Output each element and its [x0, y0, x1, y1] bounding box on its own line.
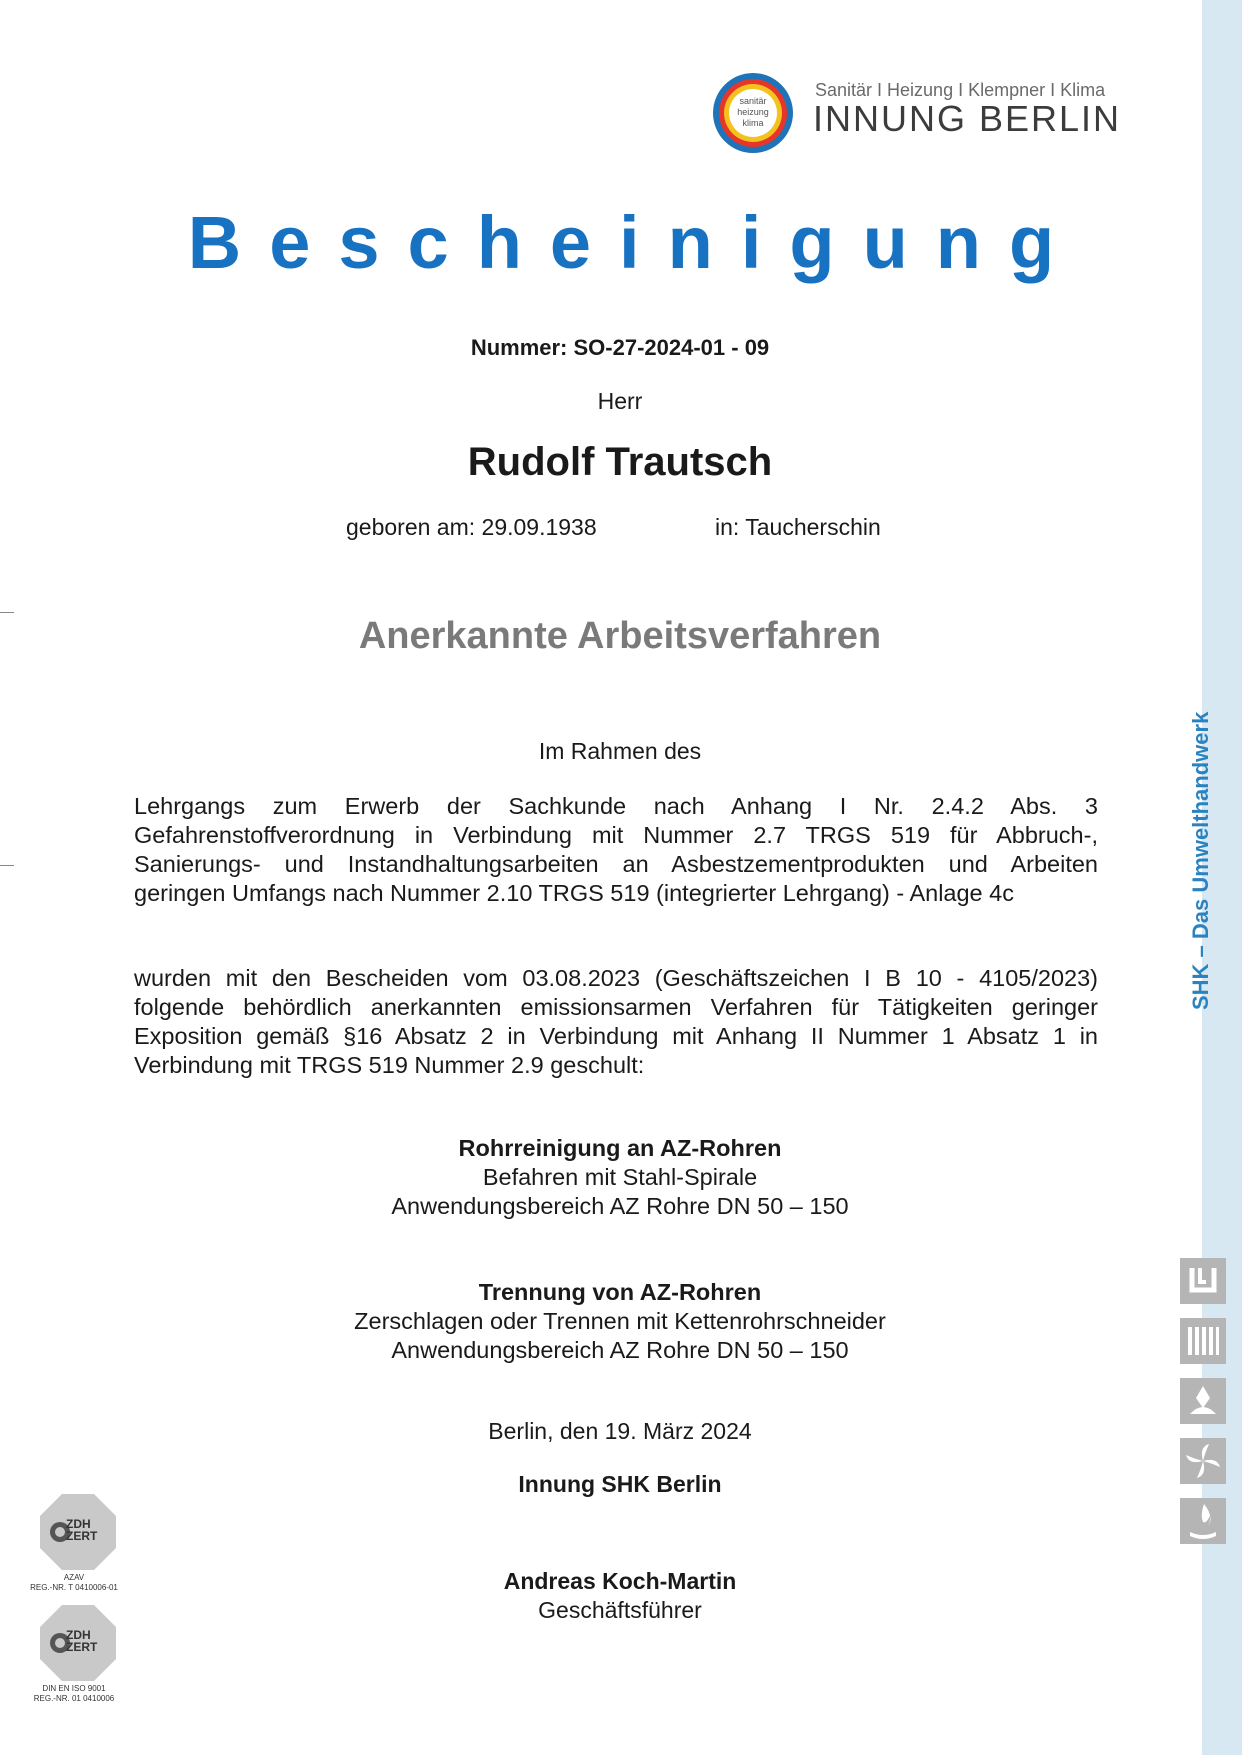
certificate-number: Nummer: SO-27-2024-01 - 09 [470, 335, 770, 360]
margin-tick [0, 865, 14, 866]
stripe-u-icon [1180, 1258, 1226, 1304]
birth-date: geboren am: 29.09.1938 [346, 514, 597, 540]
paragraph-line: folgende behördlich anerkannten emissionsarmen Verfahren für Tätigkeiten geringer [134, 994, 1098, 1020]
logo-ring-text: sanitär heizung klima [737, 96, 769, 128]
signer-role: Geschäftsführer [538, 1597, 702, 1623]
place-date: Berlin, den 19. März 2024 [488, 1418, 752, 1444]
logo-subtitle: Sanitär I Heizung I Klempner I Klima [815, 80, 1106, 100]
procedure-method: Zerschlagen oder Trennen mit Kettenrohrschneider [354, 1308, 886, 1334]
salutation: Herr [597, 388, 643, 414]
side-label: SHK – Das Umwelthandwerk [1188, 711, 1213, 1010]
procedure-block [120, 1134, 1120, 1221]
paragraph-line: Verbindung mit TRGS 519 Nummer 2.9 geschult: [134, 1052, 645, 1078]
course-paragraph [134, 792, 1098, 908]
procedure-scope: Anwendungsbereich AZ Rohre DN 50 – 150 [391, 1193, 849, 1219]
procedure-heading: Rohrreinigung an AZ-Rohren [458, 1135, 782, 1161]
badge-mark: ZDH ZERT [66, 1628, 98, 1654]
procedure-heading: Trennung von AZ-Rohren [478, 1279, 762, 1305]
paragraph-line: Lehrgangs zum Erwerb der Sachkunde nach Anhang I Nr. 2.4.2 Abs. 3 [134, 793, 1098, 819]
paragraph-line: Gefahrenstoffverordnung in Verbindung mit Nummer 2.7 TRGS 519 für Abbruch-, [134, 822, 1098, 848]
person-name: Rudolf Trautsch [467, 440, 773, 484]
procedure-method: Befahren mit Stahl-Spirale [482, 1164, 758, 1190]
stripe-flame-icon [1180, 1498, 1226, 1544]
stripe-bars-icon [1180, 1318, 1226, 1364]
paragraph-line: wurden mit den Bescheiden vom 03.08.2023 (Geschäftszeichen I B 10 - 4105/2023) [134, 965, 1098, 991]
birth-place: in: Taucherschin [715, 514, 881, 540]
signer-name: Andreas Koch-Martin [503, 1568, 737, 1594]
procedure-block [120, 1278, 1120, 1365]
stripe-fan-icon [1180, 1438, 1226, 1484]
paragraph-line: Exposition gemäß §16 Absatz 2 in Verbindung mit Anhang II Nummer 1 Absatz 1 in [134, 1023, 1098, 1049]
certificate-subtitle: Anerkannte Arbeitsverfahren [358, 615, 882, 657]
procedure-scope: Anwendungsbereich AZ Rohre DN 50 – 150 [391, 1337, 849, 1363]
intro-text: Im Rahmen des [538, 738, 702, 764]
procedure-paragraph [134, 964, 1098, 1080]
paragraph-line: geringen Umfangs nach Nummer 2.10 TRGS 519 (integrierter Lehrgang) - Anlage 4c [134, 880, 1014, 906]
organization: Innung SHK Berlin [518, 1471, 722, 1497]
document-title: Bescheinigung [187, 201, 1083, 284]
stripe-crown-icon [1180, 1378, 1226, 1424]
paragraph-line: Sanierungs- und Instandhaltungsarbeiten an Asbestzementprodukten und Arbeiten [134, 851, 1098, 877]
badge-caption: DIN EN ISO 9001 REG.-NR. 01 0410006 [33, 1684, 115, 1703]
badge-caption: AZAV REG.-NR. T 0410006-01 [30, 1573, 118, 1592]
margin-tick [0, 612, 14, 613]
logo-name: INNUNG BERLIN [813, 98, 1122, 139]
badge-mark: ZDH ZERT [66, 1517, 98, 1543]
